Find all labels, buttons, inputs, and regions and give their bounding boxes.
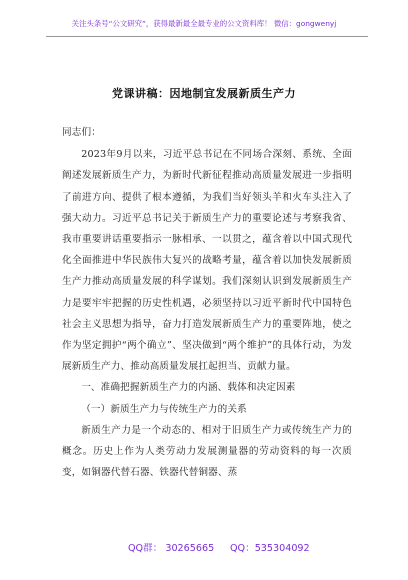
section-heading-1: 一、准确把握新质生产力的内涵、载体和决定因素 xyxy=(81,382,296,394)
header-banner: 关注头条号“公文研究”，获得最新最全最专业的公文资料库！ 微信：gongwenyj xyxy=(71,19,337,28)
greeting: 同志们： xyxy=(62,127,101,138)
document-title: 党课讲稿：因地制宜发展新质生产力 xyxy=(112,87,296,100)
footer-qq-contact: QQ：535304092 xyxy=(230,543,310,554)
paragraph-1: 2023年9月以来，习近平总书记在不同场合深刻、系统、全面阐述发展新质生产力，为新时代新征程推动高质量发展进一步指明了前进方向、提供了根本遵循，为我们当好领头羊和火车头注入了强大动力。习近平总书记关于新质生产力的重要论述与考察我省、我市重要讲话重要指示一脉相承、一以贯之，蕴含着以中国式现代化全面推进中华民族伟大复兴的战略考量，蕴含着以加快发展新质生产力推动高质量发展的科学谋划。我们深刻认识到发展新质生产力是要牢牢把握的历史性机遇，必须坚持以习近平新时代中国特色社会主义思想为指导，奋力打造发展新质生产力的重要阵地，使之作为坚定拥护“两个确立”、坚决做到“两个维护”的具体行动，为发展新质生产力、推动高质量发展扛起担当、贡献力量。 xyxy=(62,149,352,373)
document-body xyxy=(62,122,352,483)
paragraph-2: 新质生产力是一个动态的、相对于旧质生产力或传统生产力的概念。历史上作为人类劳动力发展测量器的劳动资料的每一次质变，如铜器代替石器、铁器代替铜器、蒸 xyxy=(62,424,352,479)
footer-qq-group: QQ群： 30265665 xyxy=(128,543,215,554)
header-divider xyxy=(46,36,368,37)
subsection-heading-1: （一）新质生产力与传统生产力的关系 xyxy=(81,403,247,415)
